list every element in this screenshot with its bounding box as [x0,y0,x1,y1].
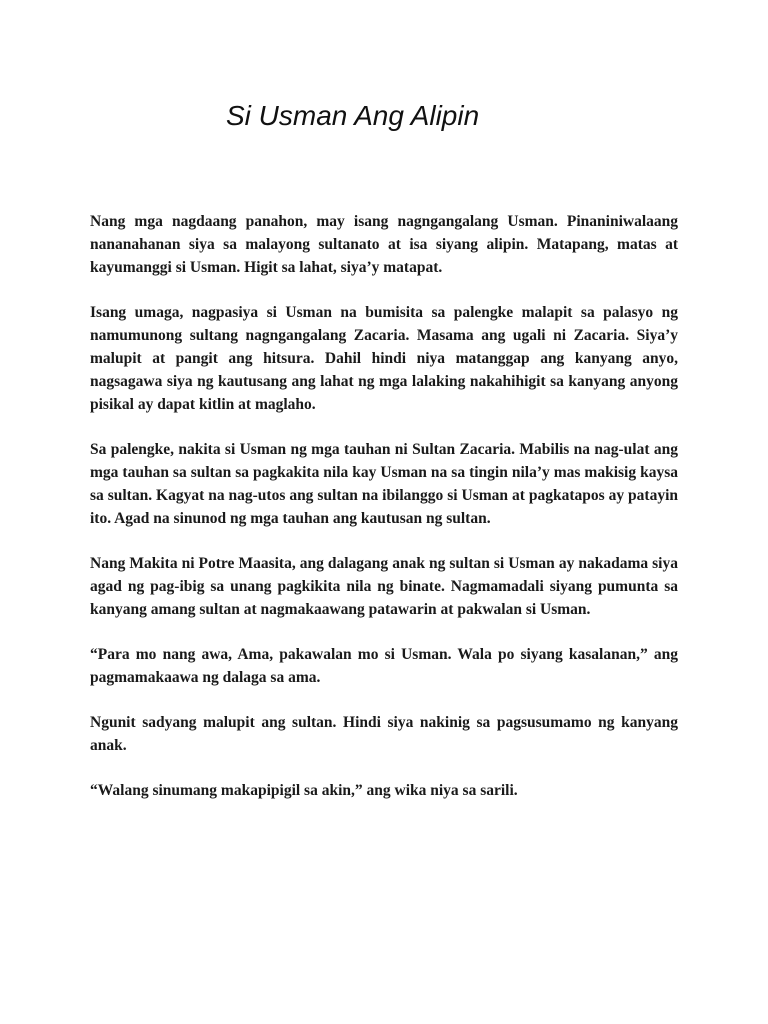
paragraph-4: Nang Makita ni Potre Maasita, ang dalagang anak ng sultan si Usman ay nakadama siya agad ng pag-ibig sa unang pagkikita nila ng binate. Nagmamadali siyang pumunta sa kanyang amang sultan at nagmakaawang patawarin at pakwalan si Usman. [90,555,678,618]
document-body [90,210,678,824]
document-title: Si Usman Ang Alipin [226,100,480,131]
paragraph-6: Ngunit sadyang malupit ang sultan. Hindi siya nakinig sa pagsusumamo ng kanyang anak. [90,714,678,754]
paragraph-7: “Walang sinumang makapipigil sa akin,” ang wika niya sa sarili. [90,782,518,799]
paragraph-3: Sa palengke, nakita si Usman ng mga tauhan ni Sultan Zacaria. Mabilis na nag-ulat ang mga tauhan sa sultan sa pagkakita nila kay Usman na sa tingin nila’y mas makisig kaysa sa sultan. Kagyat na nag-utos ang sultan na ibilanggo si Usman at pagkatapos ay patayin ito. Agad na sinunod ng mga tauhan ang kautusan ng sultan. [90,441,678,527]
paragraph-1: Nang mga nagdaang panahon, may isang nagngangalang Usman. Pinaniniwalaang nananahanan siya sa malayong sultanato at isa siyang alipin. Matapang, matas at kayumanggi si Usman. Higit sa lahat, siya’y matapat. [90,213,678,276]
paragraph-5: “Para mo nang awa, Ama, pakawalan mo si Usman. Wala po siyang kasalanan,” ang pagmamakaawa ng dalaga sa ama. [90,646,678,686]
paragraph-2: Isang umaga, nagpasiya si Usman na bumisita sa palengke malapit sa palasyo ng namumunong sultang nagngangalang Zacaria. Masama ang ugali ni Zacaria. Siya’y malupit at pangit ang hitsura. Dahil hindi niya matanggap ang kanyang anyo, nagsagawa siya ng kautusang ang lahat ng mga lalaking nakahihigit sa kanyang anyong pisikal ay dapat kitlin at maglaho. [90,304,678,413]
